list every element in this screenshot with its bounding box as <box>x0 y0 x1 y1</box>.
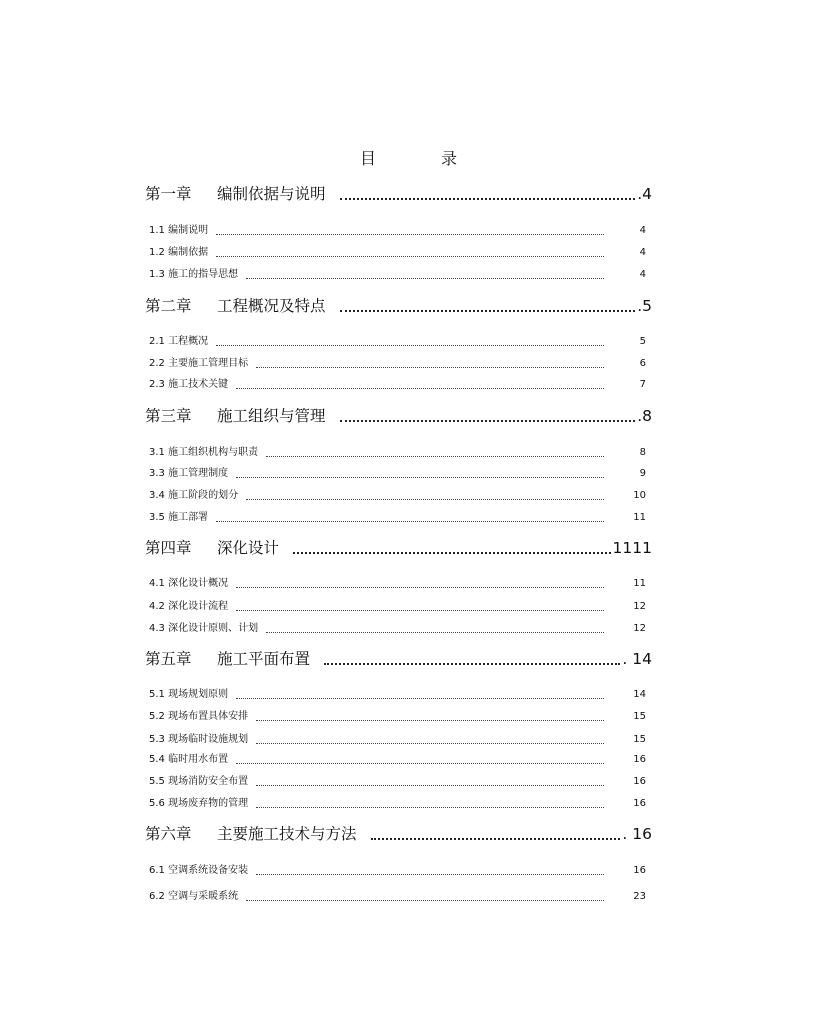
toc-chapter-6[interactable] <box>145 822 652 846</box>
section-title: 5.1 现场规划原则 <box>149 689 229 700</box>
section-title: 5.3 现场临时设施规划 <box>149 734 249 745</box>
section-page-number: 9 <box>639 468 646 479</box>
section-page-number: 4 <box>639 247 646 258</box>
toc-section-4-3[interactable] <box>149 621 646 637</box>
toc-section-2-1[interactable] <box>149 334 646 350</box>
dot-leader <box>266 632 604 633</box>
section-title: 4.1 深化设计概况 <box>149 578 229 589</box>
dot-leader <box>293 552 611 554</box>
dot-leader <box>246 278 604 279</box>
toc-section-4-1[interactable] <box>149 576 646 592</box>
chapter-number: 第一章 <box>145 185 192 203</box>
toc-section-2-2[interactable] <box>149 356 646 372</box>
toc-section-1-2[interactable] <box>149 245 646 261</box>
toc-chapter-5[interactable] <box>145 647 652 671</box>
toc-section-5-2[interactable] <box>149 709 646 725</box>
section-page-number: 11 <box>633 512 646 523</box>
section-page-number: 16 <box>633 865 646 876</box>
toc-section-3-3[interactable] <box>149 466 646 482</box>
dot-leader <box>340 198 636 200</box>
section-title: 6.2 空调与采暖系统 <box>149 891 239 902</box>
toc-section-3-4[interactable] <box>149 488 646 504</box>
dot-leader <box>256 743 604 744</box>
dot-leader <box>340 420 636 422</box>
chapter-number: 第五章 <box>145 650 192 668</box>
chapter-title: 主要施工技术与方法 <box>217 825 357 843</box>
toc-section-6-1[interactable] <box>149 863 646 879</box>
section-title: 3.5 施工部署 <box>149 512 209 523</box>
dot-leader <box>256 785 604 786</box>
section-title: 1.3 施工的指导思想 <box>149 269 239 280</box>
dot-leader <box>236 587 604 588</box>
section-title: 1.2 编制依据 <box>149 247 209 258</box>
dot-leader <box>256 720 604 721</box>
section-title: 2.2 主要施工管理目标 <box>149 358 249 369</box>
dot-leader <box>256 807 604 808</box>
dot-leader <box>216 521 604 522</box>
dot-leader <box>236 388 604 389</box>
dot-leader <box>266 456 604 457</box>
section-title: 3.1 施工组织机构与职责 <box>149 447 259 458</box>
chapter-title: 施工组织与管理 <box>217 407 326 425</box>
dot-leader <box>216 256 604 257</box>
section-title: 5.6 现场废弃物的管理 <box>149 798 249 809</box>
section-page-number: 16 <box>633 754 646 765</box>
dot-leader <box>256 874 604 875</box>
section-title: 5.4 临时用水布置 <box>149 754 229 765</box>
toc-chapter-3[interactable] <box>145 404 652 428</box>
toc-section-5-3[interactable] <box>149 732 646 748</box>
section-title: 4.2 深化设计流程 <box>149 601 229 612</box>
dot-leader <box>371 838 621 840</box>
section-page-number: 7 <box>639 379 646 390</box>
section-page-number: 8 <box>639 447 646 458</box>
dot-leader <box>246 900 604 901</box>
toc-section-5-1[interactable] <box>149 687 646 703</box>
chapter-title: 工程概况及特点 <box>217 297 326 315</box>
dot-leader <box>216 345 604 346</box>
toc-section-3-1[interactable] <box>149 445 646 461</box>
section-title: 2.3 施工技术关键 <box>149 379 229 390</box>
dot-leader <box>324 663 620 665</box>
section-title: 3.3 施工管理制度 <box>149 468 229 479</box>
chapter-title: 编制依据与说明 <box>217 185 326 203</box>
chapter-page-number: 1111 <box>612 539 652 557</box>
section-page-number: 23 <box>633 891 646 902</box>
toc-section-5-5[interactable] <box>149 774 646 790</box>
section-title: 4.3 深化设计原则、计划 <box>149 623 259 634</box>
section-title: 6.1 空调系统设备安装 <box>149 865 249 876</box>
dot-leader <box>216 234 604 235</box>
section-page-number: 16 <box>633 798 646 809</box>
section-page-number: 12 <box>633 601 646 612</box>
toc-chapter-2[interactable] <box>145 294 652 318</box>
toc-section-5-4[interactable] <box>149 752 646 768</box>
chapter-number: 第六章 <box>145 825 192 843</box>
section-title: 3.4 施工阶段的划分 <box>149 490 239 501</box>
toc-section-6-2[interactable] <box>149 889 646 905</box>
chapter-page-number: .4 <box>637 185 652 203</box>
toc-title: 目 录 <box>359 149 488 168</box>
chapter-number: 第四章 <box>145 539 192 557</box>
section-page-number: 4 <box>639 225 646 236</box>
toc-section-4-2[interactable] <box>149 599 646 615</box>
section-title: 5.2 现场布置具体安排 <box>149 711 249 722</box>
dot-leader <box>236 763 604 764</box>
chapter-page-number: .5 <box>637 297 652 315</box>
chapter-page-number: . 14 <box>622 650 652 668</box>
section-title: 5.5 现场消防安全布置 <box>149 776 249 787</box>
dot-leader <box>256 367 604 368</box>
chapter-page-number: .8 <box>637 407 652 425</box>
dot-leader <box>236 477 604 478</box>
dot-leader <box>246 499 604 500</box>
section-title: 1.1 编制说明 <box>149 225 209 236</box>
chapter-number: 第三章 <box>145 407 192 425</box>
toc-section-3-5[interactable] <box>149 510 646 526</box>
chapter-title: 施工平面布置 <box>217 650 311 668</box>
section-page-number: 5 <box>639 336 646 347</box>
toc-section-5-6[interactable] <box>149 796 646 812</box>
dot-leader <box>340 310 636 312</box>
section-page-number: 11 <box>633 578 646 589</box>
chapter-number: 第二章 <box>145 297 192 315</box>
toc-chapter-4[interactable] <box>145 536 652 560</box>
toc-section-1-3[interactable] <box>149 267 646 283</box>
section-page-number: 15 <box>633 734 646 745</box>
section-page-number: 14 <box>633 689 646 700</box>
dot-leader <box>236 610 604 611</box>
toc-section-2-3[interactable] <box>149 377 646 393</box>
chapter-page-number: . 16 <box>622 825 652 843</box>
toc-chapter-1[interactable] <box>145 182 652 206</box>
section-page-number: 16 <box>633 776 646 787</box>
chapter-title: 深化设计 <box>217 539 280 557</box>
section-page-number: 12 <box>633 623 646 634</box>
section-page-number: 4 <box>639 269 646 280</box>
toc-section-1-1[interactable] <box>149 223 646 239</box>
section-title: 2.1 工程概况 <box>149 336 209 347</box>
section-page-number: 15 <box>633 711 646 722</box>
dot-leader <box>236 698 604 699</box>
section-page-number: 6 <box>639 358 646 369</box>
section-page-number: 10 <box>633 490 646 501</box>
